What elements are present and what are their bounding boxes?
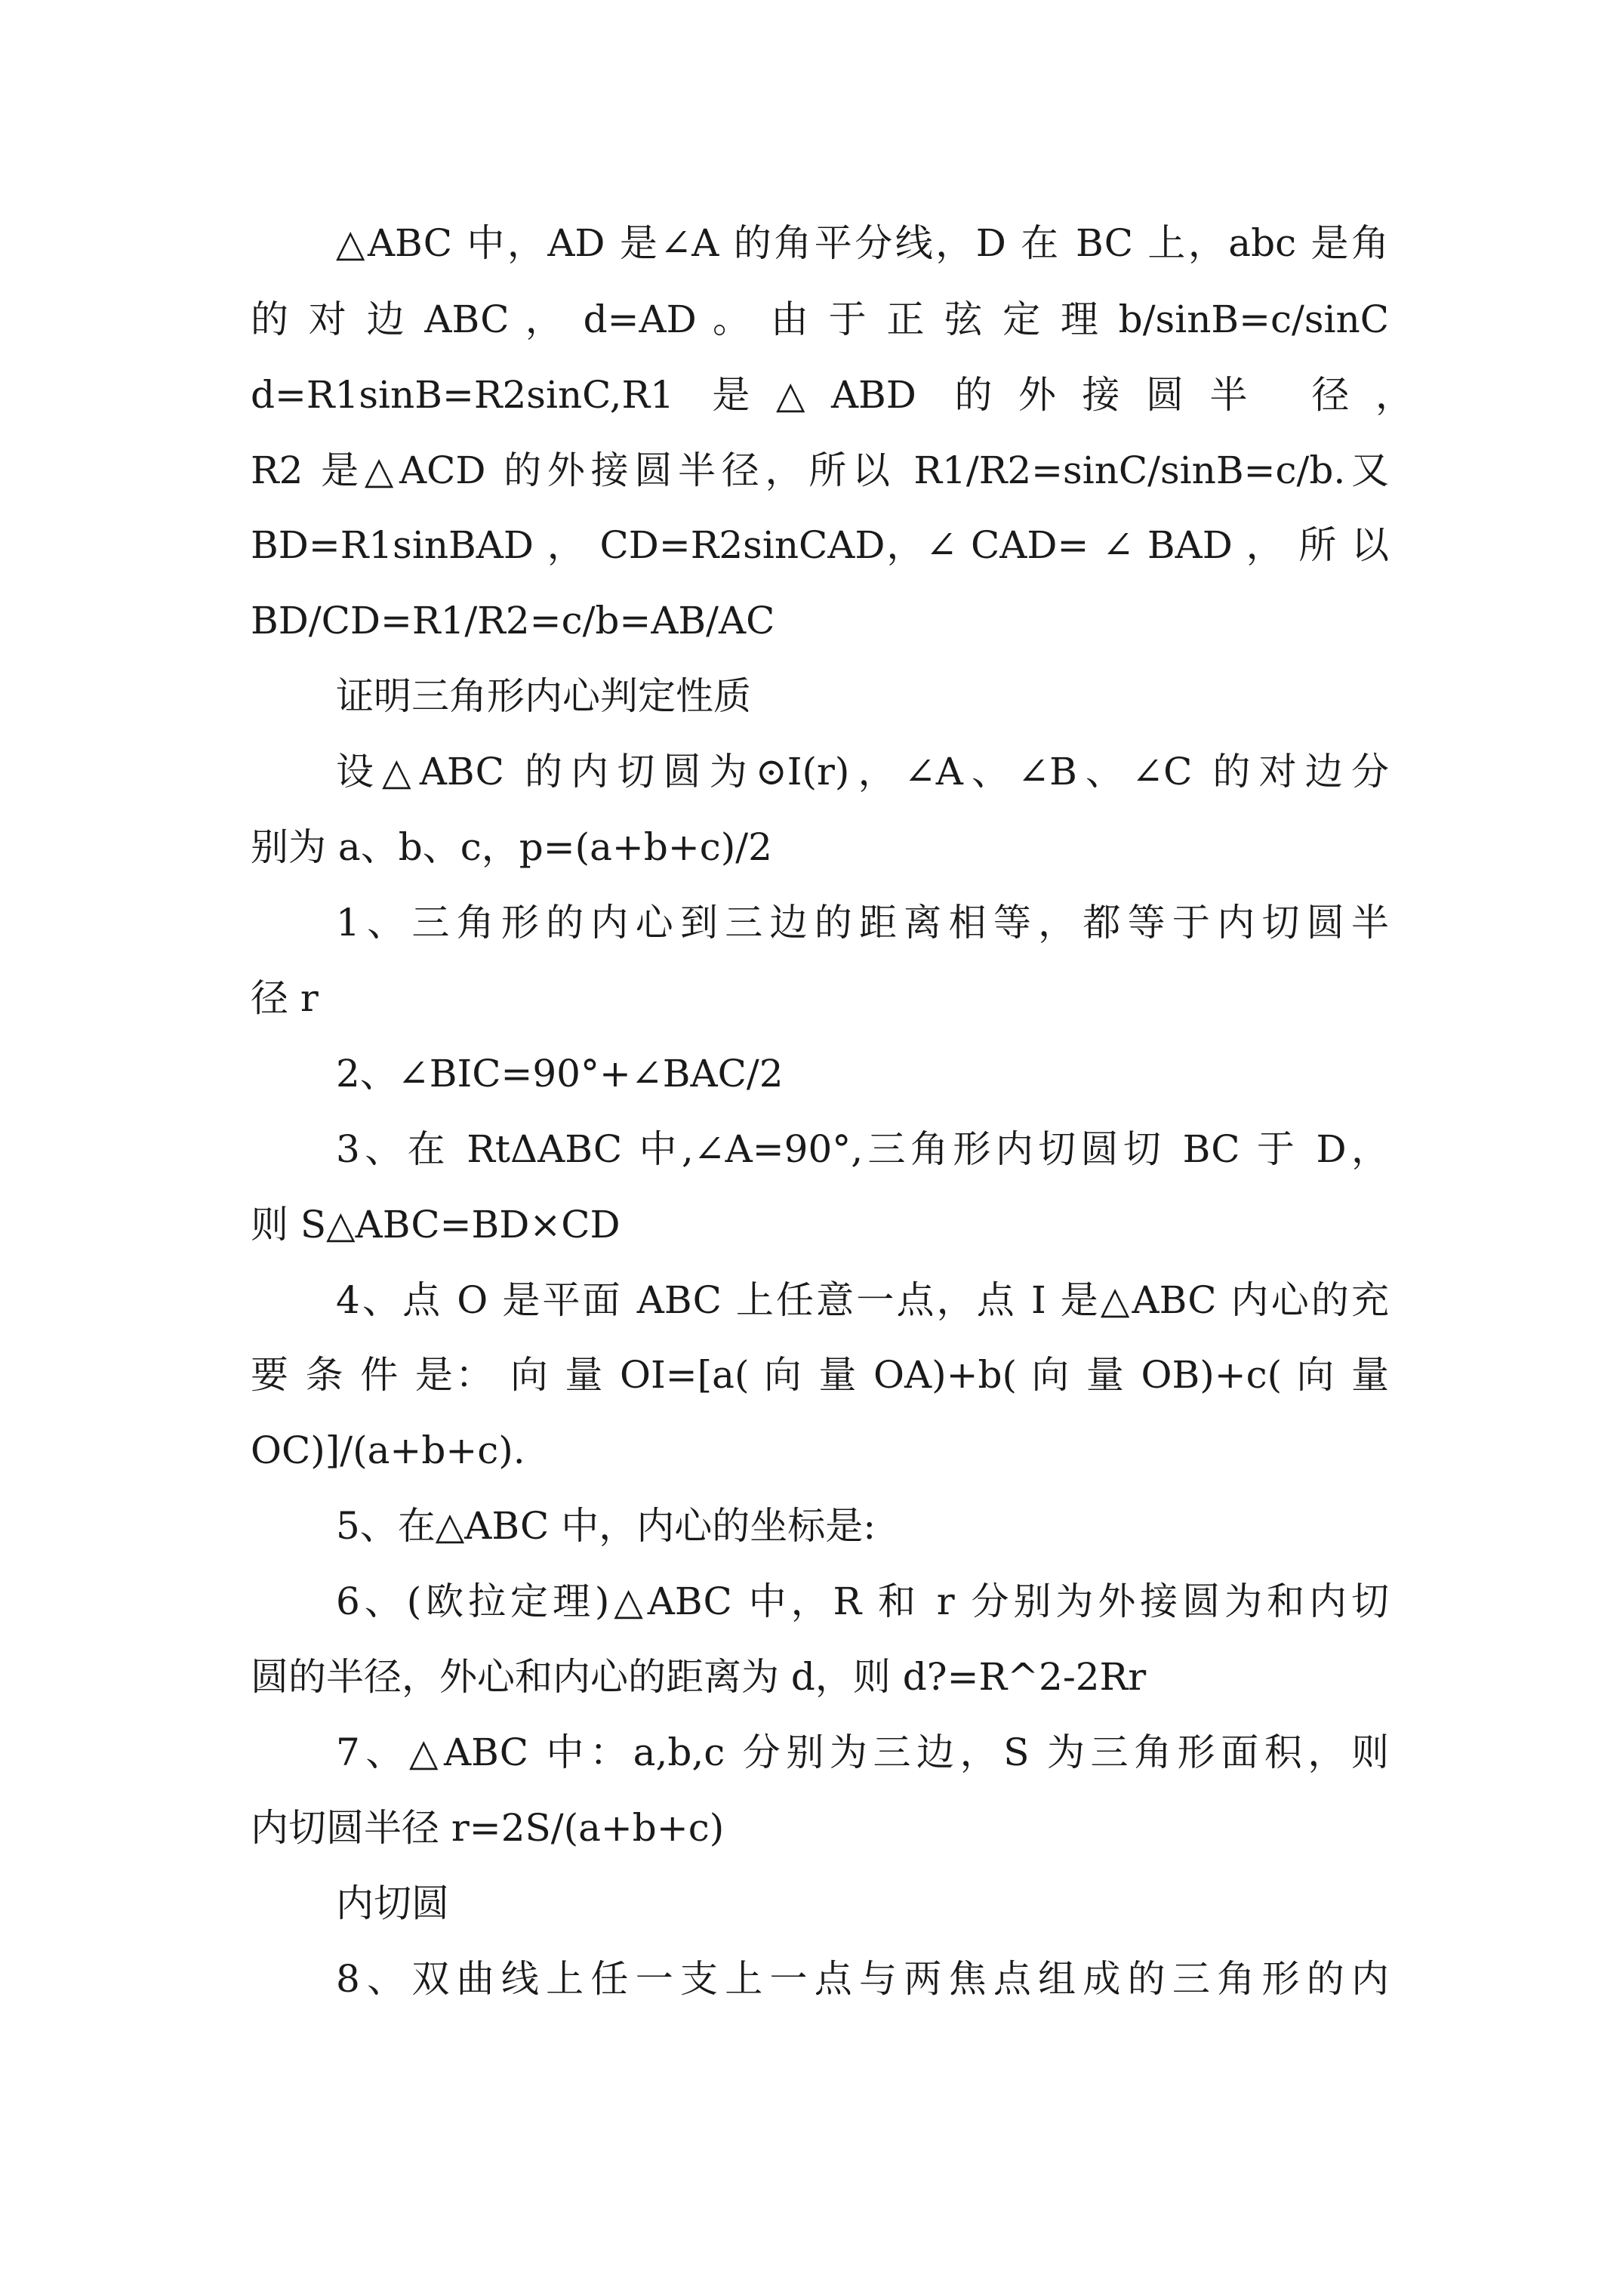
paragraph-line-22: 内切圆半径 r=2S/(a+b+c) [251,1806,725,1850]
paragraph-line-9: 别为 a、b、c，p=(a+b+c)/2 [251,825,772,869]
paragraph-line-3: d=R1sinB=R2sinC,R1 是△ABD 的外接圆半 径， [251,373,1413,417]
paragraph-line-18: 5、在△ABC 中，内心的坐标是: [336,1504,876,1548]
paragraph-line-14: 则 S△ABC=BD×CD [251,1203,621,1247]
paragraph-line-11: 径 r [251,976,319,1020]
paragraph-line-5: BD=R1sinBAD ， CD=R2sinCAD，∠ CAD= ∠ BAD ， 所 以 [251,523,1389,567]
paragraph-line-16: 要 条 件 是： 向 量 OI=[a( 向 量 OA)+b( 向 量 OB)+c( 向 量 [251,1353,1389,1397]
paragraph-line-4: R2 是△ACD 的外接圆半径，所以 R1/R2=sinC/sinB=c/b.又 [251,448,1389,492]
paragraph-line-12: 2、∠BIC=90°+∠BAC/2 [336,1052,784,1096]
paragraph-line-21: 7、△ABC 中：a,b,c 分别为三边，S 为三角形面积，则 [336,1730,1389,1774]
paragraph-line-24: 8、双曲线上任一支上一点与两焦点组成的三角形的内 [336,1957,1389,2001]
paragraph-line-17: OC)]/(a+b+c). [251,1428,525,1472]
paragraph-line-15: 4、点 O 是平面 ABC 上任意一点，点 I 是△ABC 内心的充 [336,1278,1389,1322]
paragraph-line-13: 3、在 RtΔABC 中,∠A=90°,三角形内切圆切 BC 于 D， [336,1127,1389,1171]
paragraph-line-19: 6、(欧拉定理)△ABC 中，R 和 r 分别为外接圆为和内切 [336,1579,1389,1623]
paragraph-line-8: 设△ABC 的内切圆为⊙I(r)，∠A、∠B、∠C 的对边分 [336,750,1389,794]
paragraph-line-23: 内切圆 [336,1881,449,1925]
paragraph-line-6: BD/CD=R1/R2=c/b=AB/AC [251,599,775,643]
paragraph-line-20: 圆的半径，外心和内心的距离为 d，则 d?=R^2-2Rr [251,1655,1147,1699]
paragraph-line-10: 1、三角形的内心到三边的距离相等，都等于内切圆半 [336,901,1389,945]
section-heading: 证明三角形内心判定性质 [336,674,751,718]
paragraph-line-1: △ABC 中，AD 是∠A 的角平分线，D 在 BC 上，abc 是角 [336,221,1389,265]
paragraph-line-2: 的 对 边 ABC ， d=AD 。 由 于 正 弦 定 理 b/sinB=c/sinC [251,297,1389,341]
